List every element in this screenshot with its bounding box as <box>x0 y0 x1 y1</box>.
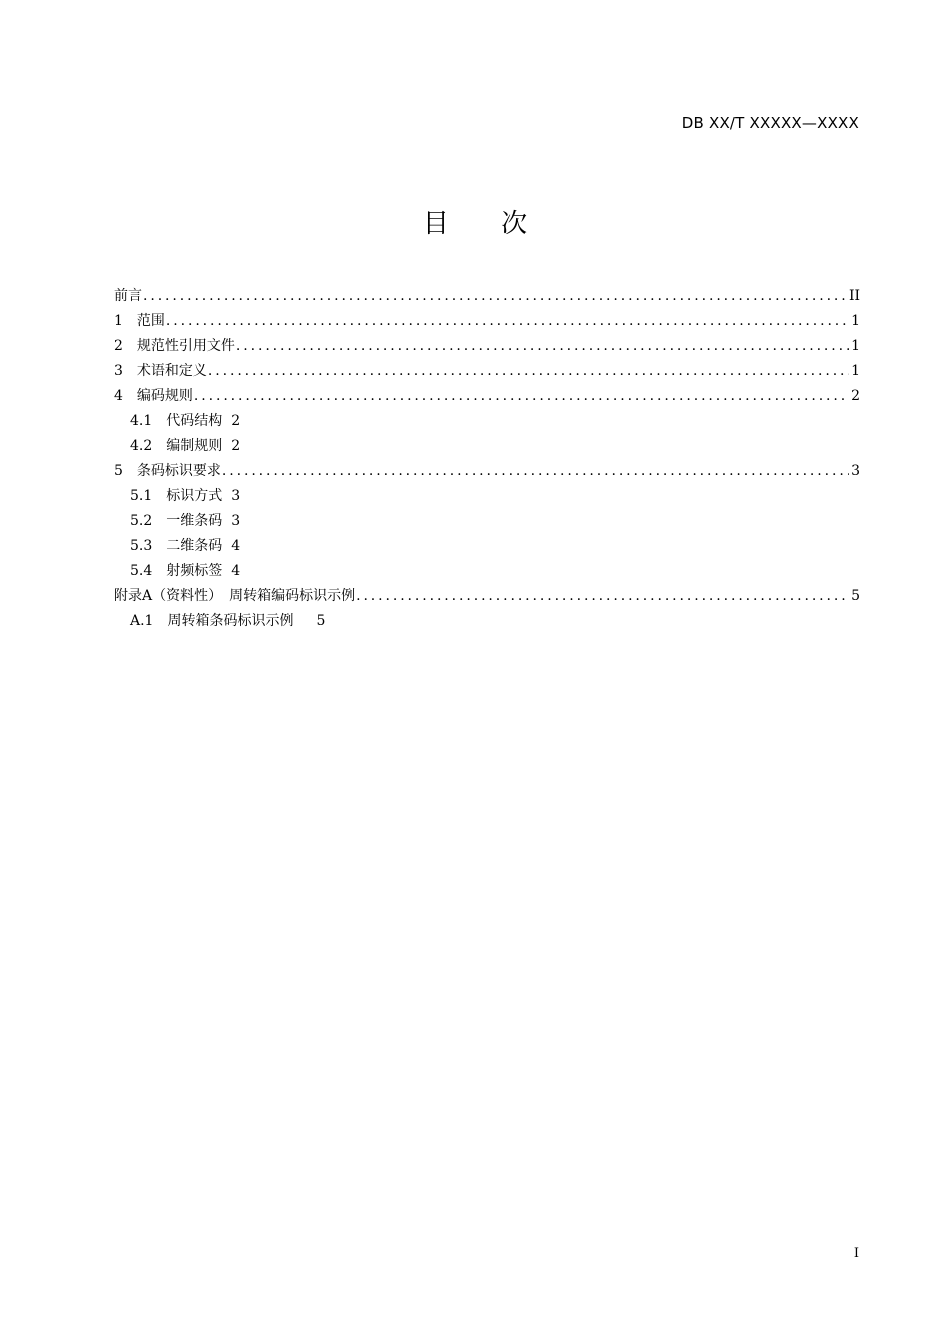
toc-entry-page: 4 <box>231 538 241 554</box>
toc-entry-page: 5 <box>316 613 326 629</box>
toc-entry-page: 4 <box>231 563 241 579</box>
page-title: 目 次 <box>422 209 550 239</box>
toc-entry-identification-method[interactable] <box>114 484 860 509</box>
toc-entry-page: 3 <box>231 488 241 504</box>
toc-entry-page: 3 <box>851 463 860 479</box>
toc-entry-label: 5.2 一维条码 <box>130 513 223 529</box>
toc-entry-label: 1 范围 <box>114 313 165 329</box>
toc-entry-page: 1 <box>851 313 860 329</box>
toc-entry-barcode-requirements[interactable] <box>114 459 860 484</box>
toc-entry-label: 5.4 射频标签 <box>130 563 223 579</box>
toc-entry-label: 4.1 代码结构 <box>130 413 223 429</box>
toc-leader-dots <box>236 334 849 359</box>
toc-leader-dots <box>208 359 849 384</box>
toc-entry-page: 2 <box>851 388 860 404</box>
toc-entry-label: 2 规范性引用文件 <box>114 338 235 354</box>
toc-entry-1d-barcode[interactable] <box>114 509 860 534</box>
toc-entry-compilation-rules[interactable] <box>114 434 860 459</box>
toc-entry-appendix-a[interactable] <box>114 584 860 609</box>
toc-entry-barcode-example[interactable] <box>114 609 860 634</box>
toc-entry-normative-references[interactable] <box>114 334 860 359</box>
toc-leader-dots <box>194 384 849 409</box>
toc-entry-label: 附录A（资料性） 周转箱编码标识示例 <box>114 588 356 604</box>
toc-entry-coding-rules[interactable] <box>114 384 860 409</box>
toc-entry-label: 4 编码规则 <box>114 388 193 404</box>
toc-entry-label: 4.2 编制规则 <box>130 438 223 454</box>
toc-entry-page: 2 <box>231 413 241 429</box>
toc-leader-dots <box>143 284 847 309</box>
toc-entry-label: 5.3 二维条码 <box>130 538 223 554</box>
toc-leader-dots <box>222 459 849 484</box>
toc-entry-rfid-tag[interactable] <box>114 559 860 584</box>
toc-entry-terms-definitions[interactable] <box>114 359 860 384</box>
table-of-contents <box>114 284 860 634</box>
toc-entry-label: 5.1 标识方式 <box>130 488 223 504</box>
toc-entry-page: 1 <box>851 338 860 354</box>
toc-leader-dots <box>166 309 849 334</box>
toc-entry-page: II <box>848 288 860 304</box>
toc-entry-label: 5 条码标识要求 <box>114 463 221 479</box>
toc-entry-page: 2 <box>231 438 241 454</box>
toc-entry-page: 3 <box>231 513 241 529</box>
toc-entry-code-structure[interactable] <box>114 409 860 434</box>
document-id: DB XX/T XXXXX—XXXX <box>681 114 859 132</box>
toc-leader-dots <box>356 584 849 609</box>
toc-entry-label: 3 术语和定义 <box>114 363 207 379</box>
toc-entry-foreword[interactable] <box>114 284 860 309</box>
page-number: I <box>853 1246 859 1261</box>
toc-entry-scope[interactable] <box>114 309 860 334</box>
toc-entry-label: A.1 周转箱条码标识示例 <box>130 613 308 629</box>
toc-entry-label: 前言 <box>114 288 142 304</box>
toc-entry-page: 1 <box>851 363 860 379</box>
toc-entry-2d-barcode[interactable] <box>114 534 860 559</box>
toc-entry-page: 5 <box>851 588 860 604</box>
